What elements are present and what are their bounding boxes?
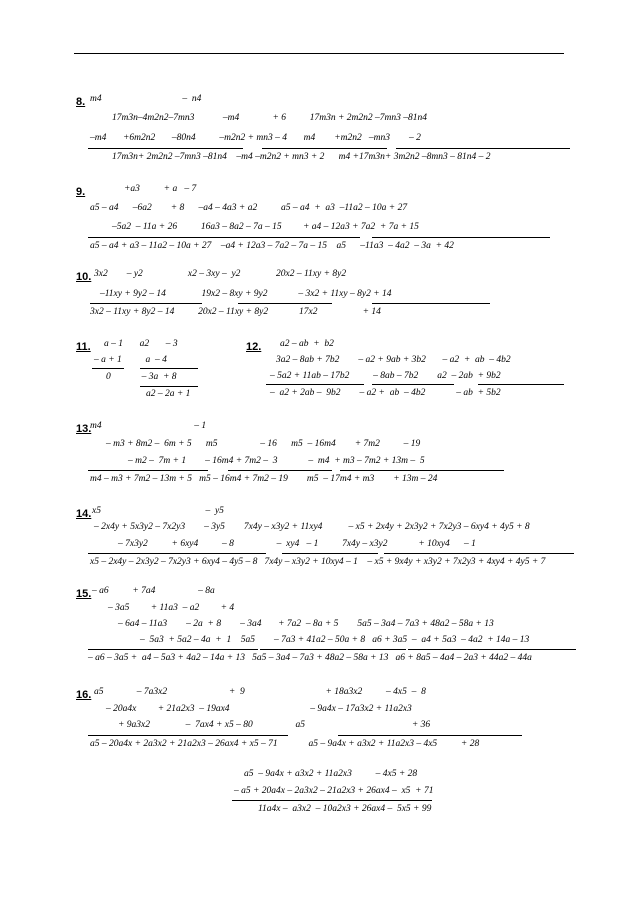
problem-8-number: 8. [76, 96, 86, 108]
problem-13-line: – m2 – 7m + 1 – 16m4 + 7m2 – 3 – m4 + m3 – 7m2 + 13m – 5 [128, 456, 425, 466]
problem-16-line: a5 – 20a4x + 2a3x2 + 21a2x3 – 26ax4 + x5 – 71 a5 – 9a4x + a3x2 + 11a2x3 – 4x5 + 28 [90, 739, 480, 749]
problem-15-line: – a6 – 3a5 + a4 – 5a3 + 4a2 – 14a + 13 5a5 – 3a4 – 7a3 + 48a2 – 58a + 13 a6 + 8a5 – 4a4 – 2a3 + 44a2 – 44a [88, 653, 532, 663]
problem-16-line: – a5 + 20a4x – 2a3x2 – 21a2x3 + 26ax4 – x5 + 71 [234, 786, 434, 796]
problem-16-number: 16. [76, 689, 92, 701]
sum-line [232, 800, 432, 801]
sum-line [88, 553, 266, 554]
problem-11-line: 0 – 3a + 8 [106, 372, 177, 382]
problem-10-line: –11xy + 9y2 – 14 19x2 – 8xy + 9y2 – 3x2 + 11xy – 8y2 + 14 [100, 289, 392, 299]
sum-line [478, 384, 564, 385]
problem-8-line: m4 – n4 [90, 94, 202, 104]
problem-12-line: 3a2 – 8ab + 7b2 – a2 + 9ab + 3b2 – a2 + ab – 4b2 [276, 355, 511, 365]
problem-16-line: + 9a3x2 – 7ax4 + x5 – 80 a5 + 36 [118, 720, 431, 730]
problem-13-line: m4 – m3 + 7m2 – 13m + 5 m5 – 16m4 + 7m2 – 19 m5 – 17m4 + m3 + 13m – 24 [90, 474, 438, 484]
sum-line [88, 649, 258, 650]
problem-11-line: a – 1 a2 – 3 [104, 339, 178, 349]
problem-15-line: – 3a5 + 11a3 – a2 + 4 [108, 603, 235, 613]
problem-16-line: a5 – 9a4x + a3x2 + 11a2x3 – 4x5 + 28 [244, 769, 418, 779]
problem-15-number: 15. [76, 588, 92, 600]
sum-line [282, 553, 378, 554]
problem-10-line: 3x2 – y2 x2 – 3xy – y2 20x2 – 11xy + 8y2 [94, 269, 347, 279]
problem-12-line: a2 – ab + b2 [280, 339, 334, 349]
sum-line [90, 303, 202, 304]
problem-9-line: a5 – a4 + a3 – 11a2 – 10a + 27 –a4 + 12a3 – 7a2 – 7a – 15 a5 –11a3 – 4a2 – 3a + 42 [90, 241, 454, 251]
sum-line [232, 237, 360, 238]
problem-9-number: 9. [76, 186, 86, 198]
problem-8-line: –m4 +6m2n2 –80n4 –m2n2 + mn3 – 4 m4 +m2n2 –mn3 – 2 [90, 133, 421, 143]
problem-9-line: –5a2 – 11a + 26 16a3 – 8a2 – 7a – 15 + a4 – 12a3 + 7a2 + 7a + 15 [112, 222, 419, 232]
problem-13-number: 13. [76, 423, 92, 435]
sum-line [408, 649, 576, 650]
sum-line [340, 470, 504, 471]
sum-line [88, 237, 238, 238]
sum-line [88, 470, 208, 471]
sum-line [88, 148, 243, 149]
problem-16-line: 11a4x – a3x2 – 10a2x3 + 26ax4 – 5x5 + 99 [258, 804, 432, 814]
problem-14-line: – 2x4y + 5x3y2 – 7x2y3 – 3y5 7x4y – x3y2 + 11xy4 – x5 + 2x4y + 2x3y2 + 7x2y3 – 6xy4 + 4y5 + 8 [94, 522, 530, 532]
sum-line [238, 303, 332, 304]
problem-14-line: x5 – 2x4y – 2x3y2 – 7x2y3 + 6xy4 – 4y5 – 8 7x4y – x3y2 + 10xy4 – 1 – x5 + 9x4y + x3y2 + 7x2y3 + 4xy4 + 4y5 + 7 [90, 557, 546, 567]
sum-line [92, 368, 124, 369]
problem-14-number: 14. [76, 508, 92, 520]
sum-line [260, 649, 406, 650]
problem-15-line: – 6a4 – 11a3 – 2a + 8 – 3a4 + 7a2 – 8a + 5 5a5 – 3a4 – 7a3 + 48a2 – 58a + 13 [118, 619, 494, 629]
problem-12-line: – 5a2 + 11ab – 17b2 – 8ab – 7b2 a2 – 2ab + 9b2 [270, 371, 501, 381]
problem-14-line: x5 – y5 [92, 506, 224, 516]
sum-line [372, 384, 454, 385]
problem-12-number: 12. [246, 341, 262, 353]
problem-12-line: – a2 + 2ab – 9b2 – a2 + ab – 4b2 – ab + 5b2 [270, 388, 501, 398]
problem-14-line: – 7x3y2 + 6xy4 – 8 – xy4 – 1 7x4y – x3y2 + 10xy4 – 1 [118, 539, 476, 549]
problem-10-number: 10. [76, 271, 92, 283]
sum-line [266, 384, 364, 385]
sum-line [88, 735, 288, 736]
problem-15-line: – a6 + 7a4 – 8a [92, 586, 215, 596]
problem-11-line: a2 – 2a + 1 [146, 389, 191, 399]
top-rule [74, 53, 564, 54]
problem-8-line: 17m3n+ 2m2n2 –7mn3 –81n4 –m4 –m2n2 + mn3 + 2 m4 +17m3n+ 3m2n2 –8mn3 – 81n4 – 2 [112, 152, 491, 162]
sum-line [262, 148, 387, 149]
problem-9-line: +a3 + a – 7 [124, 184, 197, 194]
sum-line [228, 470, 332, 471]
sum-line [140, 386, 198, 387]
problem-15-line: – 5a3 + 5a2 – 4a + 1 5a5 – 7a3 + 41a2 – 50a + 8 a6 + 3a5 – a4 + 5a3 – 4a2 + 14a – 13 [140, 635, 530, 645]
problem-13-line: m4 – 1 [90, 421, 207, 431]
problem-8-line: 17m3n–4m2n2–7mn3 –m4 + 6 17m3n + 2m2n2 –7mn3 –81n4 [112, 113, 427, 123]
problem-11-number: 11. [76, 341, 91, 353]
sum-line [372, 303, 490, 304]
problem-10-line: 3x2 – 11xy + 8y2 – 14 20x2 – 11xy + 8y2 17x2 + 14 [90, 307, 381, 317]
sum-line [384, 553, 574, 554]
problem-16-line: – 20a4x + 21a2x3 – 19ax4 – 9a4x – 17a3x2 + 11a2x3 [106, 704, 412, 714]
sum-line [372, 237, 550, 238]
sum-line [338, 735, 522, 736]
sum-line [396, 148, 570, 149]
problem-11-line: – a + 1 a – 4 [94, 355, 167, 365]
problem-16-line: a5 – 7a3x2 + 9 + 18a3x2 – 4x5 – 8 [94, 687, 426, 697]
sum-line [140, 368, 198, 369]
problem-9-line: a5 – a4 –6a2 + 8 –a4 – 4a3 + a2 a5 – a4 + a3 –11a2 – 10a + 27 [90, 203, 408, 213]
problem-13-line: – m3 + 8m2 – 6m + 5 m5 – 16 m5 – 16m4 + 7m2 – 19 [106, 439, 421, 449]
